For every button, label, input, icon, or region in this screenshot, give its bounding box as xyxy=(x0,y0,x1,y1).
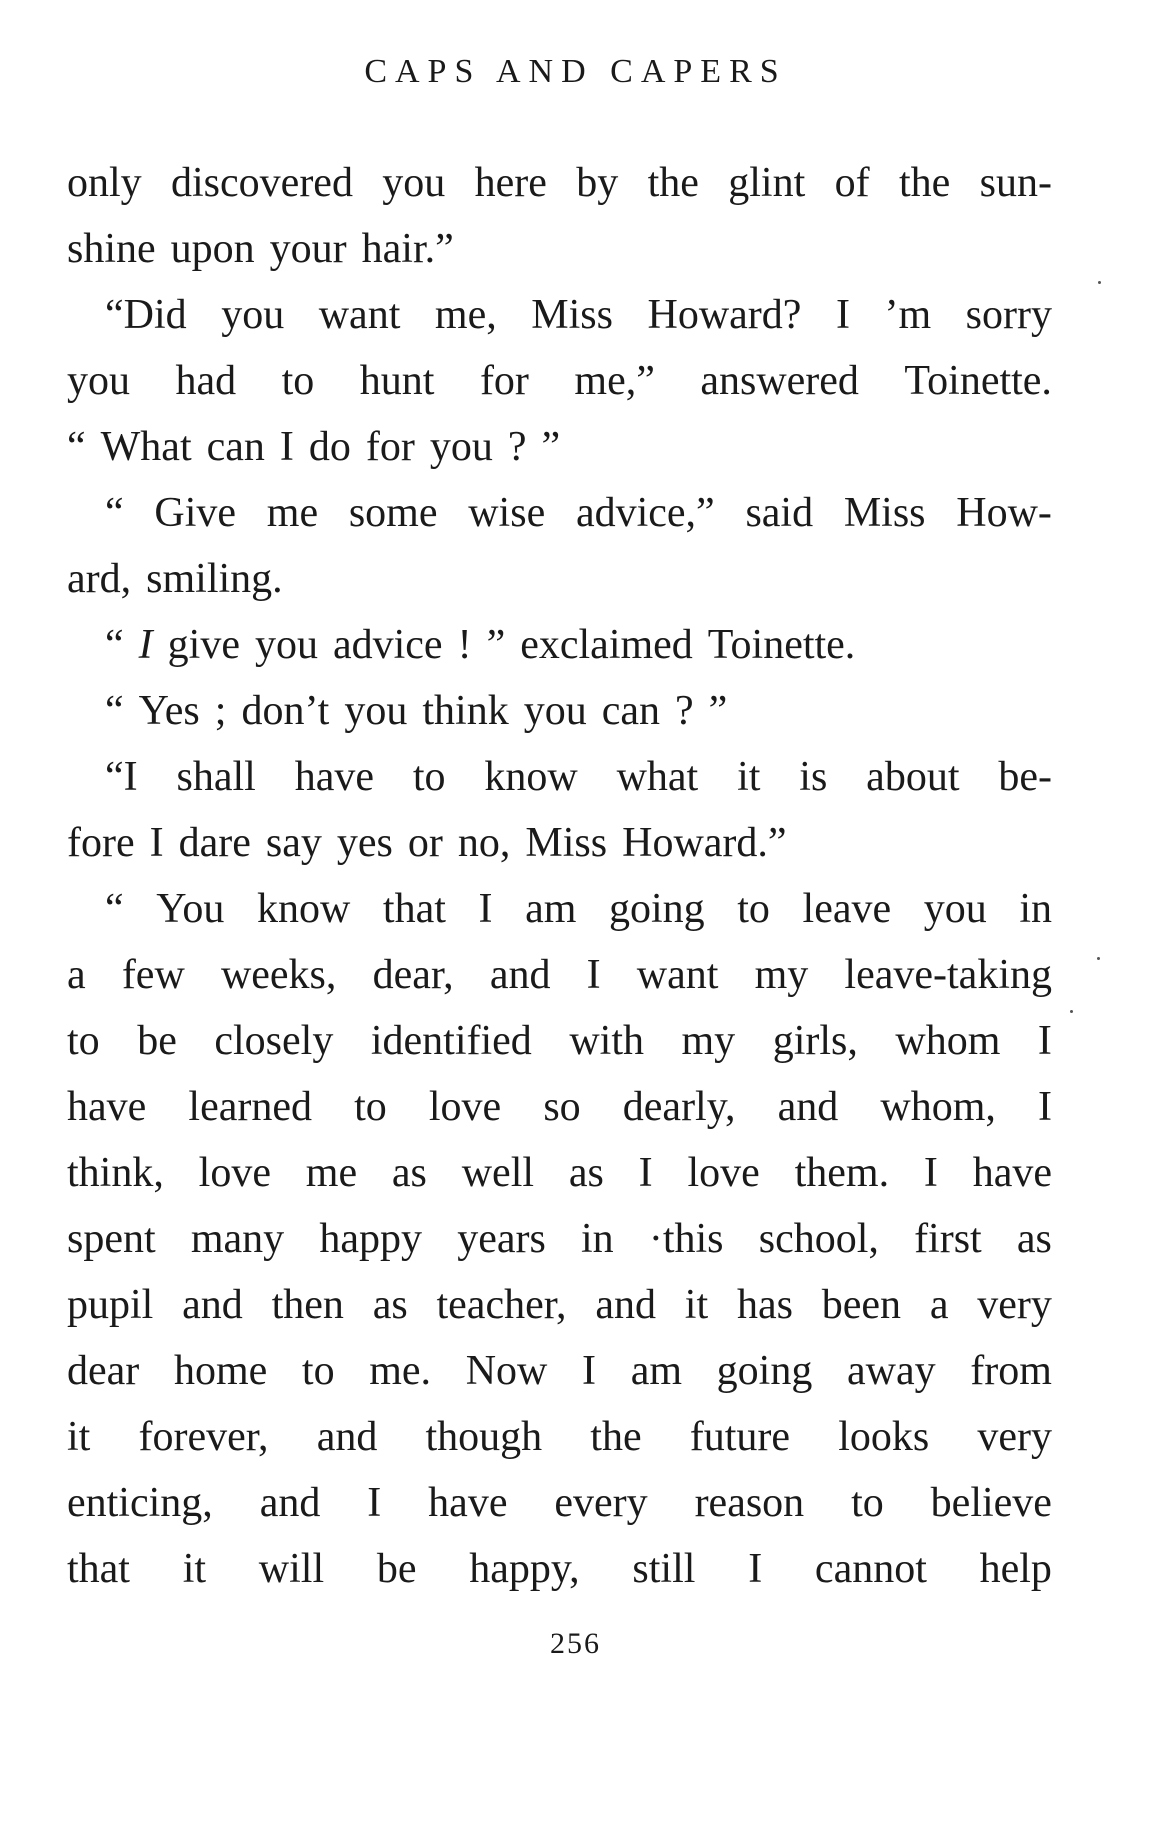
text-line xyxy=(67,414,1052,480)
word: have xyxy=(67,1084,147,1130)
word: you xyxy=(344,688,408,734)
word: a xyxy=(67,952,86,998)
word: I xyxy=(923,1150,938,1196)
word: only xyxy=(67,160,142,206)
word: pupil xyxy=(67,1282,154,1328)
word: going xyxy=(716,1348,813,1394)
word: cannot xyxy=(814,1546,927,1592)
word: fore xyxy=(67,820,135,866)
word: you xyxy=(254,622,318,668)
text-line xyxy=(67,1206,1052,1272)
word: to xyxy=(281,358,315,404)
word: I xyxy=(835,292,850,338)
word: few xyxy=(121,952,185,998)
word: though xyxy=(425,1414,543,1460)
word: How- xyxy=(956,490,1052,536)
word: learned xyxy=(188,1084,312,1130)
word: the xyxy=(590,1414,642,1460)
word: yes xyxy=(336,820,393,866)
word: you xyxy=(221,292,285,338)
word: you xyxy=(382,160,446,206)
word: and xyxy=(182,1282,243,1328)
word: closely xyxy=(214,1018,334,1064)
word: then xyxy=(271,1282,344,1328)
word: ” xyxy=(708,688,728,734)
word: as xyxy=(568,1150,604,1196)
text-line xyxy=(67,348,1052,414)
word: me xyxy=(266,490,319,536)
word: here xyxy=(474,160,547,206)
word: first xyxy=(914,1216,982,1262)
word: ard, xyxy=(67,556,132,602)
print-speck xyxy=(1098,281,1101,284)
word: shine xyxy=(67,226,156,272)
word: “ xyxy=(67,424,86,470)
body-text xyxy=(67,150,1052,1602)
word: Miss xyxy=(525,820,608,866)
word: have xyxy=(294,754,374,800)
word: be xyxy=(137,1018,177,1064)
word: discovered xyxy=(171,160,353,206)
word: know xyxy=(256,886,351,932)
word: I xyxy=(1037,1084,1052,1130)
word: so xyxy=(543,1084,581,1130)
word: me xyxy=(305,1150,358,1196)
word: about xyxy=(866,754,960,800)
text-line xyxy=(67,480,1052,546)
word: every xyxy=(554,1480,648,1526)
word: wise xyxy=(468,490,546,536)
word: been xyxy=(821,1282,902,1328)
text-line xyxy=(67,810,1052,876)
word: many xyxy=(190,1216,285,1262)
word: can xyxy=(206,424,265,470)
word: future xyxy=(689,1414,791,1460)
word: ’m xyxy=(884,292,932,338)
word: leave-taking xyxy=(844,952,1052,998)
word: spent xyxy=(67,1216,156,1262)
word: say xyxy=(265,820,322,866)
word: sorry xyxy=(965,292,1052,338)
word: glint xyxy=(728,160,806,206)
word: it xyxy=(67,1414,91,1460)
word: had xyxy=(175,358,237,404)
word: You xyxy=(156,886,225,932)
word: give xyxy=(167,622,240,668)
word: girls, xyxy=(772,1018,858,1064)
word: to xyxy=(301,1348,335,1394)
word: Miss xyxy=(531,292,613,338)
word: my xyxy=(681,1018,736,1064)
word: Howard? xyxy=(647,292,802,338)
text-line xyxy=(67,1338,1052,1404)
word: it xyxy=(737,754,761,800)
word: to xyxy=(412,754,446,800)
word: do xyxy=(308,424,351,470)
text-line xyxy=(67,1140,1052,1206)
word: Yes xyxy=(138,688,200,734)
word: going xyxy=(609,886,705,932)
word: can xyxy=(601,688,660,734)
word: Now xyxy=(465,1348,548,1394)
word: very xyxy=(977,1414,1052,1460)
word: my xyxy=(754,952,809,998)
word: in xyxy=(1019,886,1052,932)
word: “I xyxy=(105,754,138,800)
word: the xyxy=(647,160,699,206)
word: me. xyxy=(369,1348,432,1394)
word: sun- xyxy=(979,160,1052,206)
word: answered xyxy=(700,358,859,404)
word: you xyxy=(67,358,130,404)
word: am xyxy=(630,1348,682,1394)
word: ·this xyxy=(648,1216,724,1262)
text-line xyxy=(67,678,1052,744)
word: leave xyxy=(802,886,892,932)
word: ? xyxy=(675,688,694,734)
word: exclaimed xyxy=(520,622,693,668)
word: know xyxy=(484,754,578,800)
word: the xyxy=(898,160,951,206)
word: Miss xyxy=(843,490,926,536)
word: love xyxy=(428,1084,502,1130)
word: help xyxy=(979,1546,1052,1592)
word: looks xyxy=(838,1414,930,1460)
word: a xyxy=(929,1282,949,1328)
word: want xyxy=(318,292,401,338)
word: no, xyxy=(457,820,511,866)
word: by xyxy=(576,160,619,206)
word: some xyxy=(348,490,438,536)
word: want xyxy=(636,952,719,998)
word: weeks, xyxy=(220,952,337,998)
word: me,” xyxy=(574,358,655,404)
word: whom xyxy=(895,1018,1001,1064)
word: and xyxy=(259,1480,321,1526)
word: ” xyxy=(486,622,506,668)
word: of xyxy=(834,160,870,206)
text-line xyxy=(67,546,1052,612)
text-line xyxy=(67,942,1052,1008)
word: love xyxy=(198,1150,271,1196)
word: Toinette. xyxy=(904,358,1052,404)
word: and xyxy=(489,952,551,998)
word: Give xyxy=(154,490,237,536)
word: I xyxy=(149,820,164,866)
word: home xyxy=(173,1348,268,1394)
text-line xyxy=(67,282,1052,348)
word: am xyxy=(525,886,577,932)
word: you xyxy=(523,688,587,734)
word: away xyxy=(846,1348,936,1394)
word: you xyxy=(923,886,987,932)
word: I xyxy=(279,424,294,470)
word: school, xyxy=(758,1216,879,1262)
word: dare xyxy=(178,820,251,866)
word: well xyxy=(461,1150,535,1196)
word: ! xyxy=(457,622,472,668)
page-number: 256 xyxy=(550,1627,601,1660)
word: will xyxy=(258,1546,325,1592)
word: I xyxy=(638,1150,653,1196)
text-line xyxy=(67,150,1052,216)
word: dear, xyxy=(372,952,454,998)
word: has xyxy=(736,1282,793,1328)
word: smiling. xyxy=(146,556,283,602)
word: ? xyxy=(507,424,527,470)
word: I xyxy=(1037,1018,1052,1064)
word: whom, xyxy=(880,1084,996,1130)
word: and xyxy=(316,1414,378,1460)
word: hunt xyxy=(359,358,435,404)
word: happy xyxy=(319,1216,422,1262)
word: “ xyxy=(105,622,124,668)
word: I xyxy=(367,1480,382,1526)
word: “Did xyxy=(105,292,187,338)
text-line xyxy=(67,1008,1052,1074)
word: I xyxy=(586,952,601,998)
word: or xyxy=(407,820,443,866)
print-speck xyxy=(1070,1010,1073,1013)
running-head: CAPS AND CAPERS xyxy=(364,53,787,90)
word: be- xyxy=(998,754,1052,800)
text-line xyxy=(67,612,1052,678)
word: Toinette. xyxy=(707,622,856,668)
word: as xyxy=(1016,1216,1052,1262)
word: think, xyxy=(67,1150,164,1196)
word: what xyxy=(616,754,699,800)
word: for xyxy=(479,358,529,404)
text-line xyxy=(67,1404,1052,1470)
word: identified xyxy=(370,1018,532,1064)
word: years xyxy=(457,1216,546,1262)
word: have xyxy=(972,1150,1052,1196)
text-line xyxy=(67,744,1052,810)
word: believe xyxy=(930,1480,1052,1526)
word: shall xyxy=(176,754,256,800)
word: hair.” xyxy=(361,226,454,272)
word: have xyxy=(428,1480,508,1526)
word: dear xyxy=(67,1348,140,1394)
word: What xyxy=(100,424,192,470)
word: I xyxy=(582,1348,597,1394)
word: ; xyxy=(214,688,227,734)
text-line xyxy=(67,1272,1052,1338)
word: me, xyxy=(434,292,497,338)
word: as xyxy=(391,1150,427,1196)
word: to xyxy=(737,886,770,932)
word: forever, xyxy=(138,1414,269,1460)
word: that xyxy=(382,886,446,932)
word: it xyxy=(182,1546,207,1592)
word: ” xyxy=(541,424,561,470)
word: and xyxy=(777,1084,839,1130)
word: that xyxy=(67,1546,130,1592)
word: don’t xyxy=(241,688,330,734)
word: “ xyxy=(105,886,124,932)
word: to xyxy=(851,1480,884,1526)
word: as xyxy=(372,1282,408,1328)
word: your xyxy=(269,226,347,272)
text-line xyxy=(67,876,1052,942)
text-line xyxy=(67,1536,1052,1602)
word: reason xyxy=(694,1480,805,1526)
text-line xyxy=(67,1470,1052,1536)
word: dearly, xyxy=(622,1084,736,1130)
word: advice xyxy=(332,622,443,668)
word: to xyxy=(67,1018,100,1064)
word: very xyxy=(977,1282,1052,1328)
word: upon xyxy=(170,226,255,272)
text-line xyxy=(67,1074,1052,1140)
word: in xyxy=(581,1216,614,1262)
text-line xyxy=(67,216,1052,282)
word: I xyxy=(478,886,493,932)
word: and xyxy=(595,1282,656,1328)
print-speck xyxy=(1097,957,1100,960)
word: said xyxy=(745,490,814,536)
word: enticing, xyxy=(67,1480,213,1526)
word: love xyxy=(687,1150,760,1196)
word: teacher, xyxy=(436,1282,567,1328)
word: to xyxy=(354,1084,387,1130)
word: advice,” xyxy=(575,490,715,536)
word: with xyxy=(569,1018,644,1064)
word: for xyxy=(365,424,415,470)
word: I xyxy=(748,1546,763,1592)
word: is xyxy=(799,754,828,800)
word: from xyxy=(970,1348,1052,1394)
word: you xyxy=(429,424,493,470)
word: “ xyxy=(105,688,124,734)
word: them. xyxy=(794,1150,890,1196)
word: happy, xyxy=(469,1546,580,1592)
word: I xyxy=(138,622,153,668)
word: Howard.” xyxy=(622,820,787,866)
word: “ xyxy=(105,490,124,536)
word: be xyxy=(376,1546,417,1592)
word: think xyxy=(422,688,509,734)
word: it xyxy=(684,1282,709,1328)
word: still xyxy=(632,1546,696,1592)
